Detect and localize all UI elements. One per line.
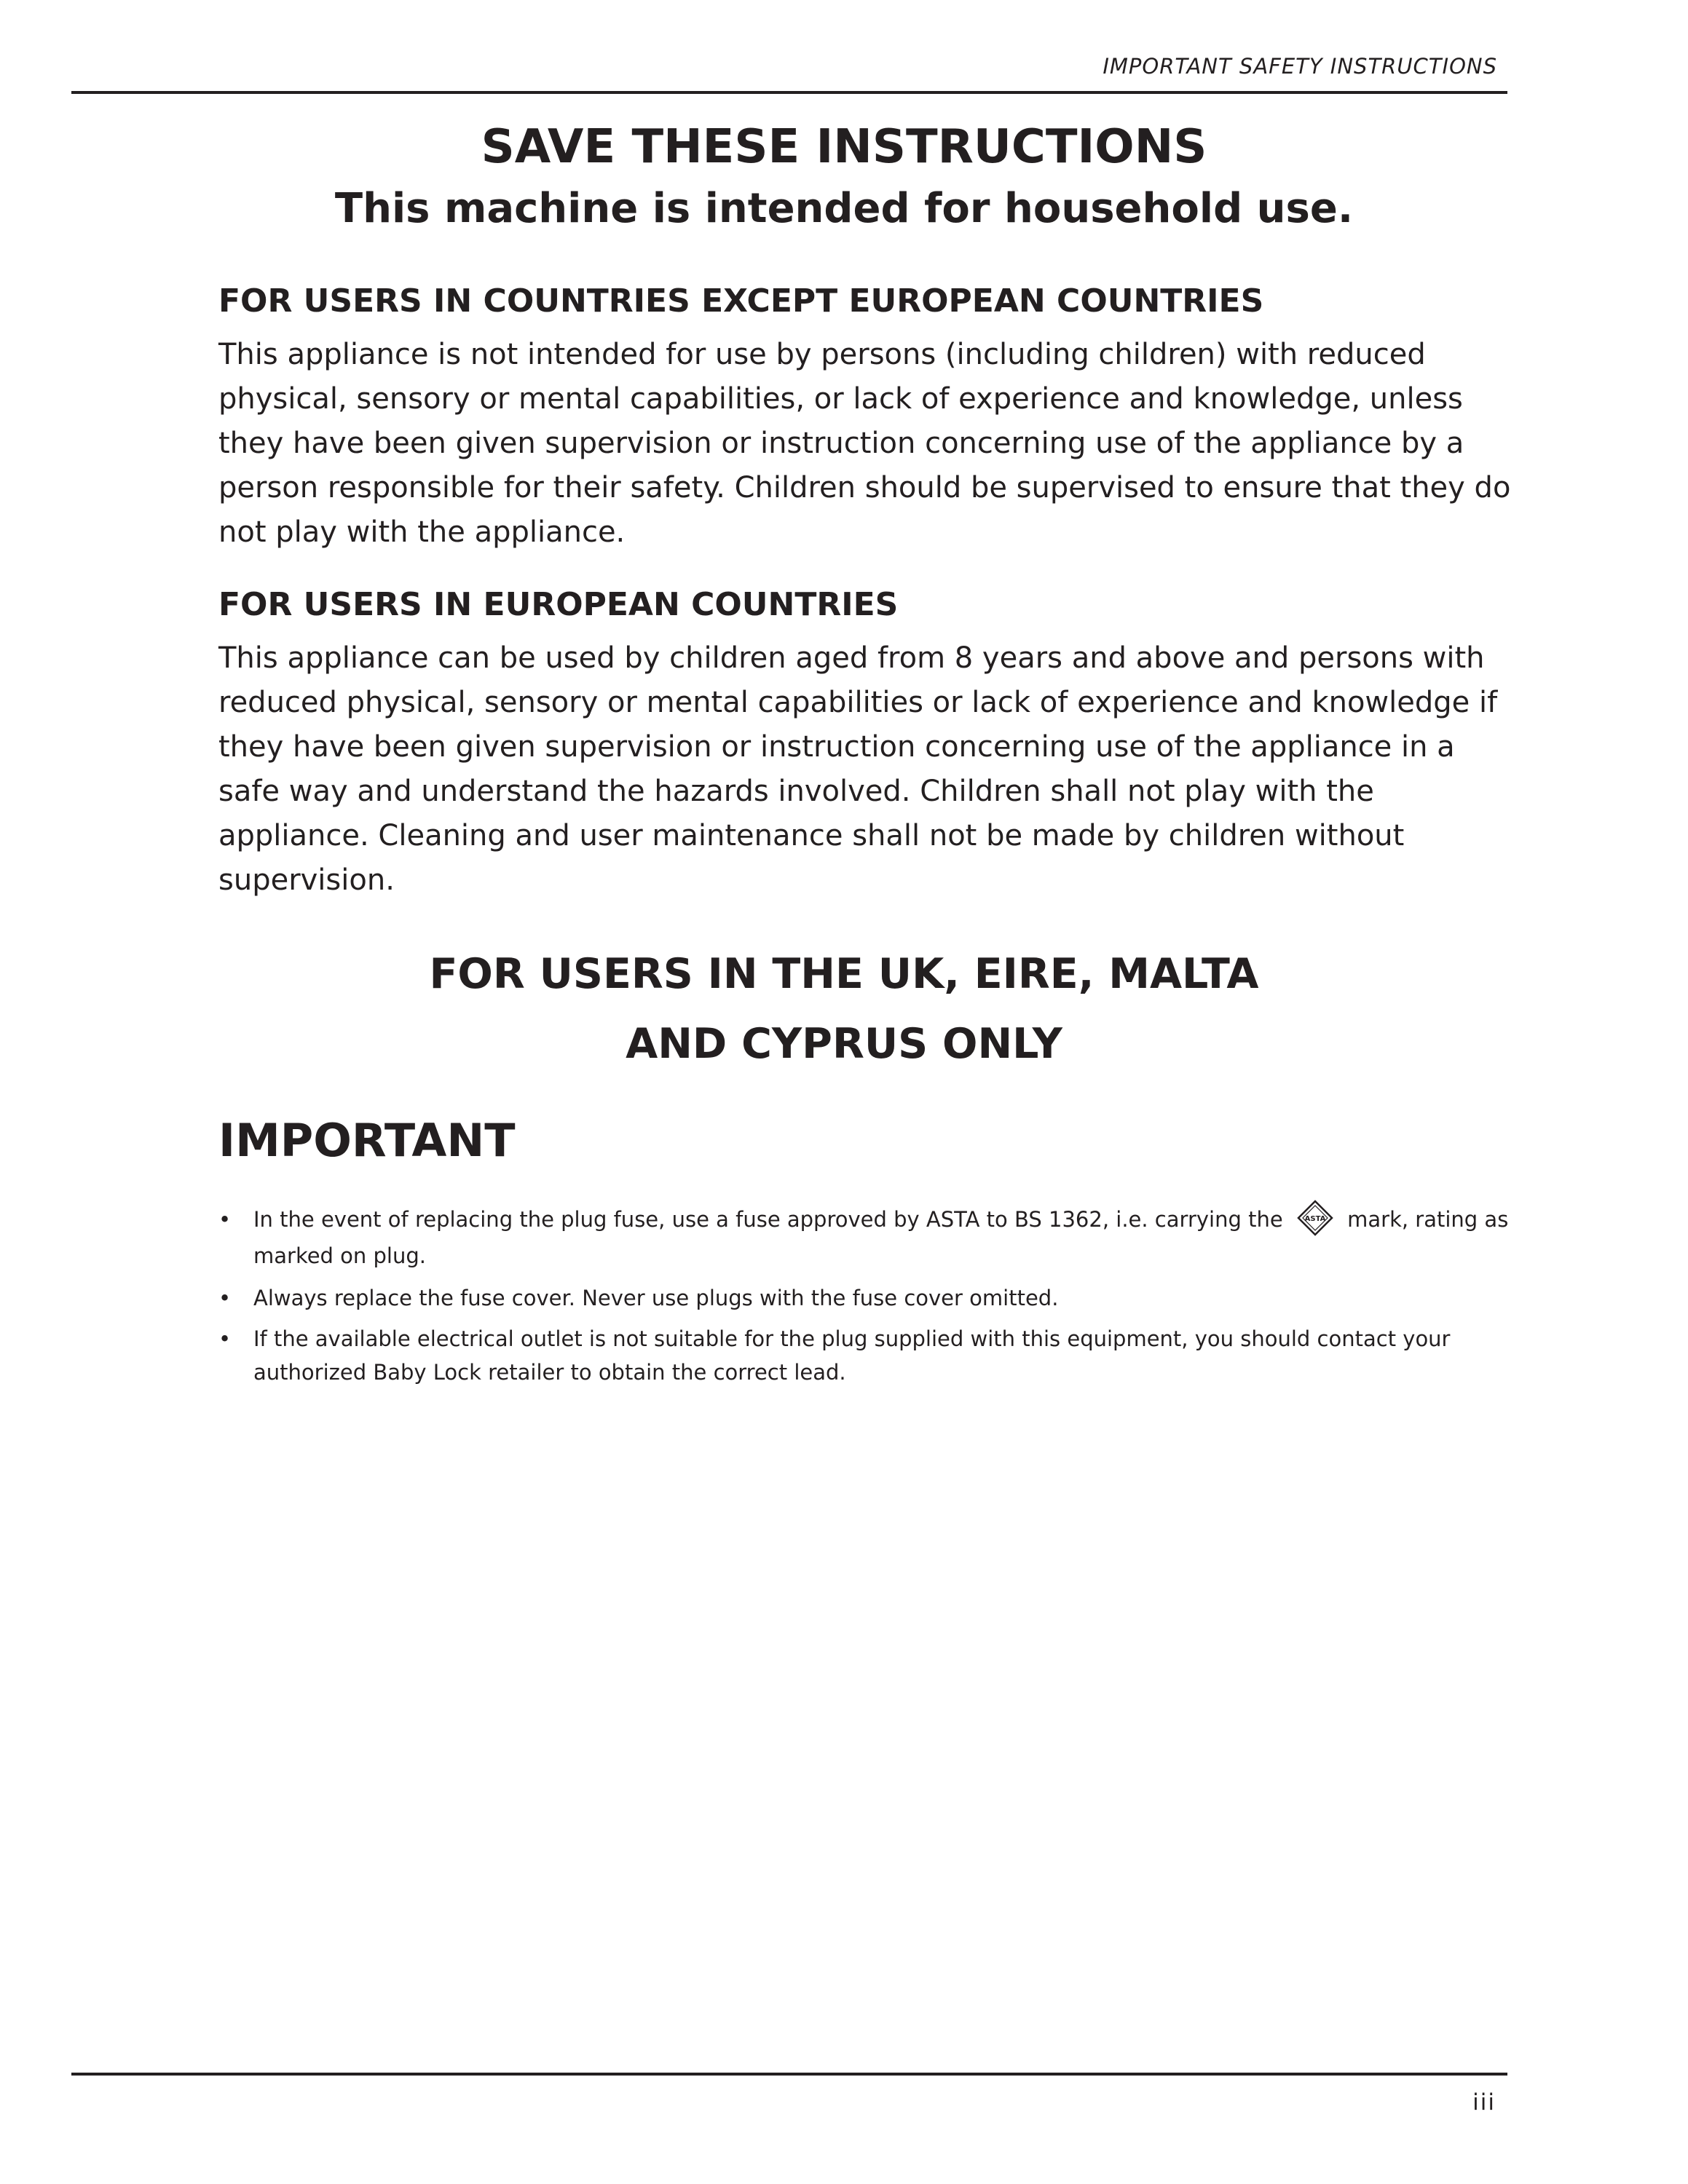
bullet-item-outlet: [218, 1322, 1522, 1389]
section-heading-european: FOR USERS IN EUROPEAN COUNTRIES: [218, 586, 899, 623]
section-body-non-european: This appliance is not intended for use by persons (including children) with reduced physical, sensory or mental capabilities, or lack of experience and knowledge, unless they have been given supervision or instruction concerning use of the appliance by a person responsible for their safety. Children should be supervised to ensure that they do not play with the appliance.: [218, 338, 1511, 549]
bullet-icon: •: [218, 1326, 232, 1351]
bullet-item-fuse: [218, 1201, 1522, 1274]
page-number: iii: [1472, 2089, 1496, 2116]
uk-heading-line-1: FOR USERS IN THE UK, EIRE, MALTA: [429, 950, 1259, 998]
bullet-text-fuse-before: In the event of replacing the plug fuse, use a fuse approved by ASTA to BS 1362, i.e. carrying the: [253, 1207, 1283, 1232]
asta-mark-label: ASTA: [1304, 1215, 1326, 1223]
section-body-european: This appliance can be used by children aged from 8 years and above and persons with reduced physical, sensory or mental capabilities or lack of experience and knowledge if they have been given supervision or instruction concerning use of the appliance in a safe way and understand the hazards involved. Children shall not play with the appliance. Cleaning and user maintenance shall not be made by children without supervision.: [218, 641, 1498, 897]
bullet-text-outlet: If the available electrical outlet is not suitable for the plug supplied with this equipment, you should contact your authorized Baby Lock retailer to obtain the correct lead.: [253, 1326, 1451, 1385]
uk-section-heading: [0, 939, 1688, 1079]
bullet-text-fuse-cover: Always replace the fuse cover. Never use plugs with the fuse cover omitted.: [253, 1286, 1059, 1310]
footer-rule: [71, 2073, 1507, 2076]
section-heading-non-european: FOR USERS IN COUNTRIES EXCEPT EUROPEAN COUNTRIES: [218, 282, 1264, 320]
bullet-item-fuse-cover: [218, 1280, 1522, 1316]
bullet-icon: •: [218, 1286, 232, 1310]
page-subtitle: This machine is intended for household use.: [334, 185, 1354, 232]
bullet-icon: •: [218, 1207, 232, 1232]
important-heading: IMPORTANT: [218, 1114, 516, 1167]
page-title: SAVE THESE INSTRUCTIONS: [481, 120, 1207, 174]
uk-heading-line-2: AND CYPRUS ONLY: [626, 1020, 1062, 1068]
important-bullet-list: [218, 1201, 1522, 1395]
running-head: IMPORTANT SAFETY INSTRUCTIONS: [1103, 54, 1497, 79]
asta-mark-icon: [1297, 1200, 1333, 1236]
bullet-text-fuse-after: mark, rating as marked on plug.: [253, 1207, 1509, 1268]
header-rule: [71, 91, 1507, 94]
